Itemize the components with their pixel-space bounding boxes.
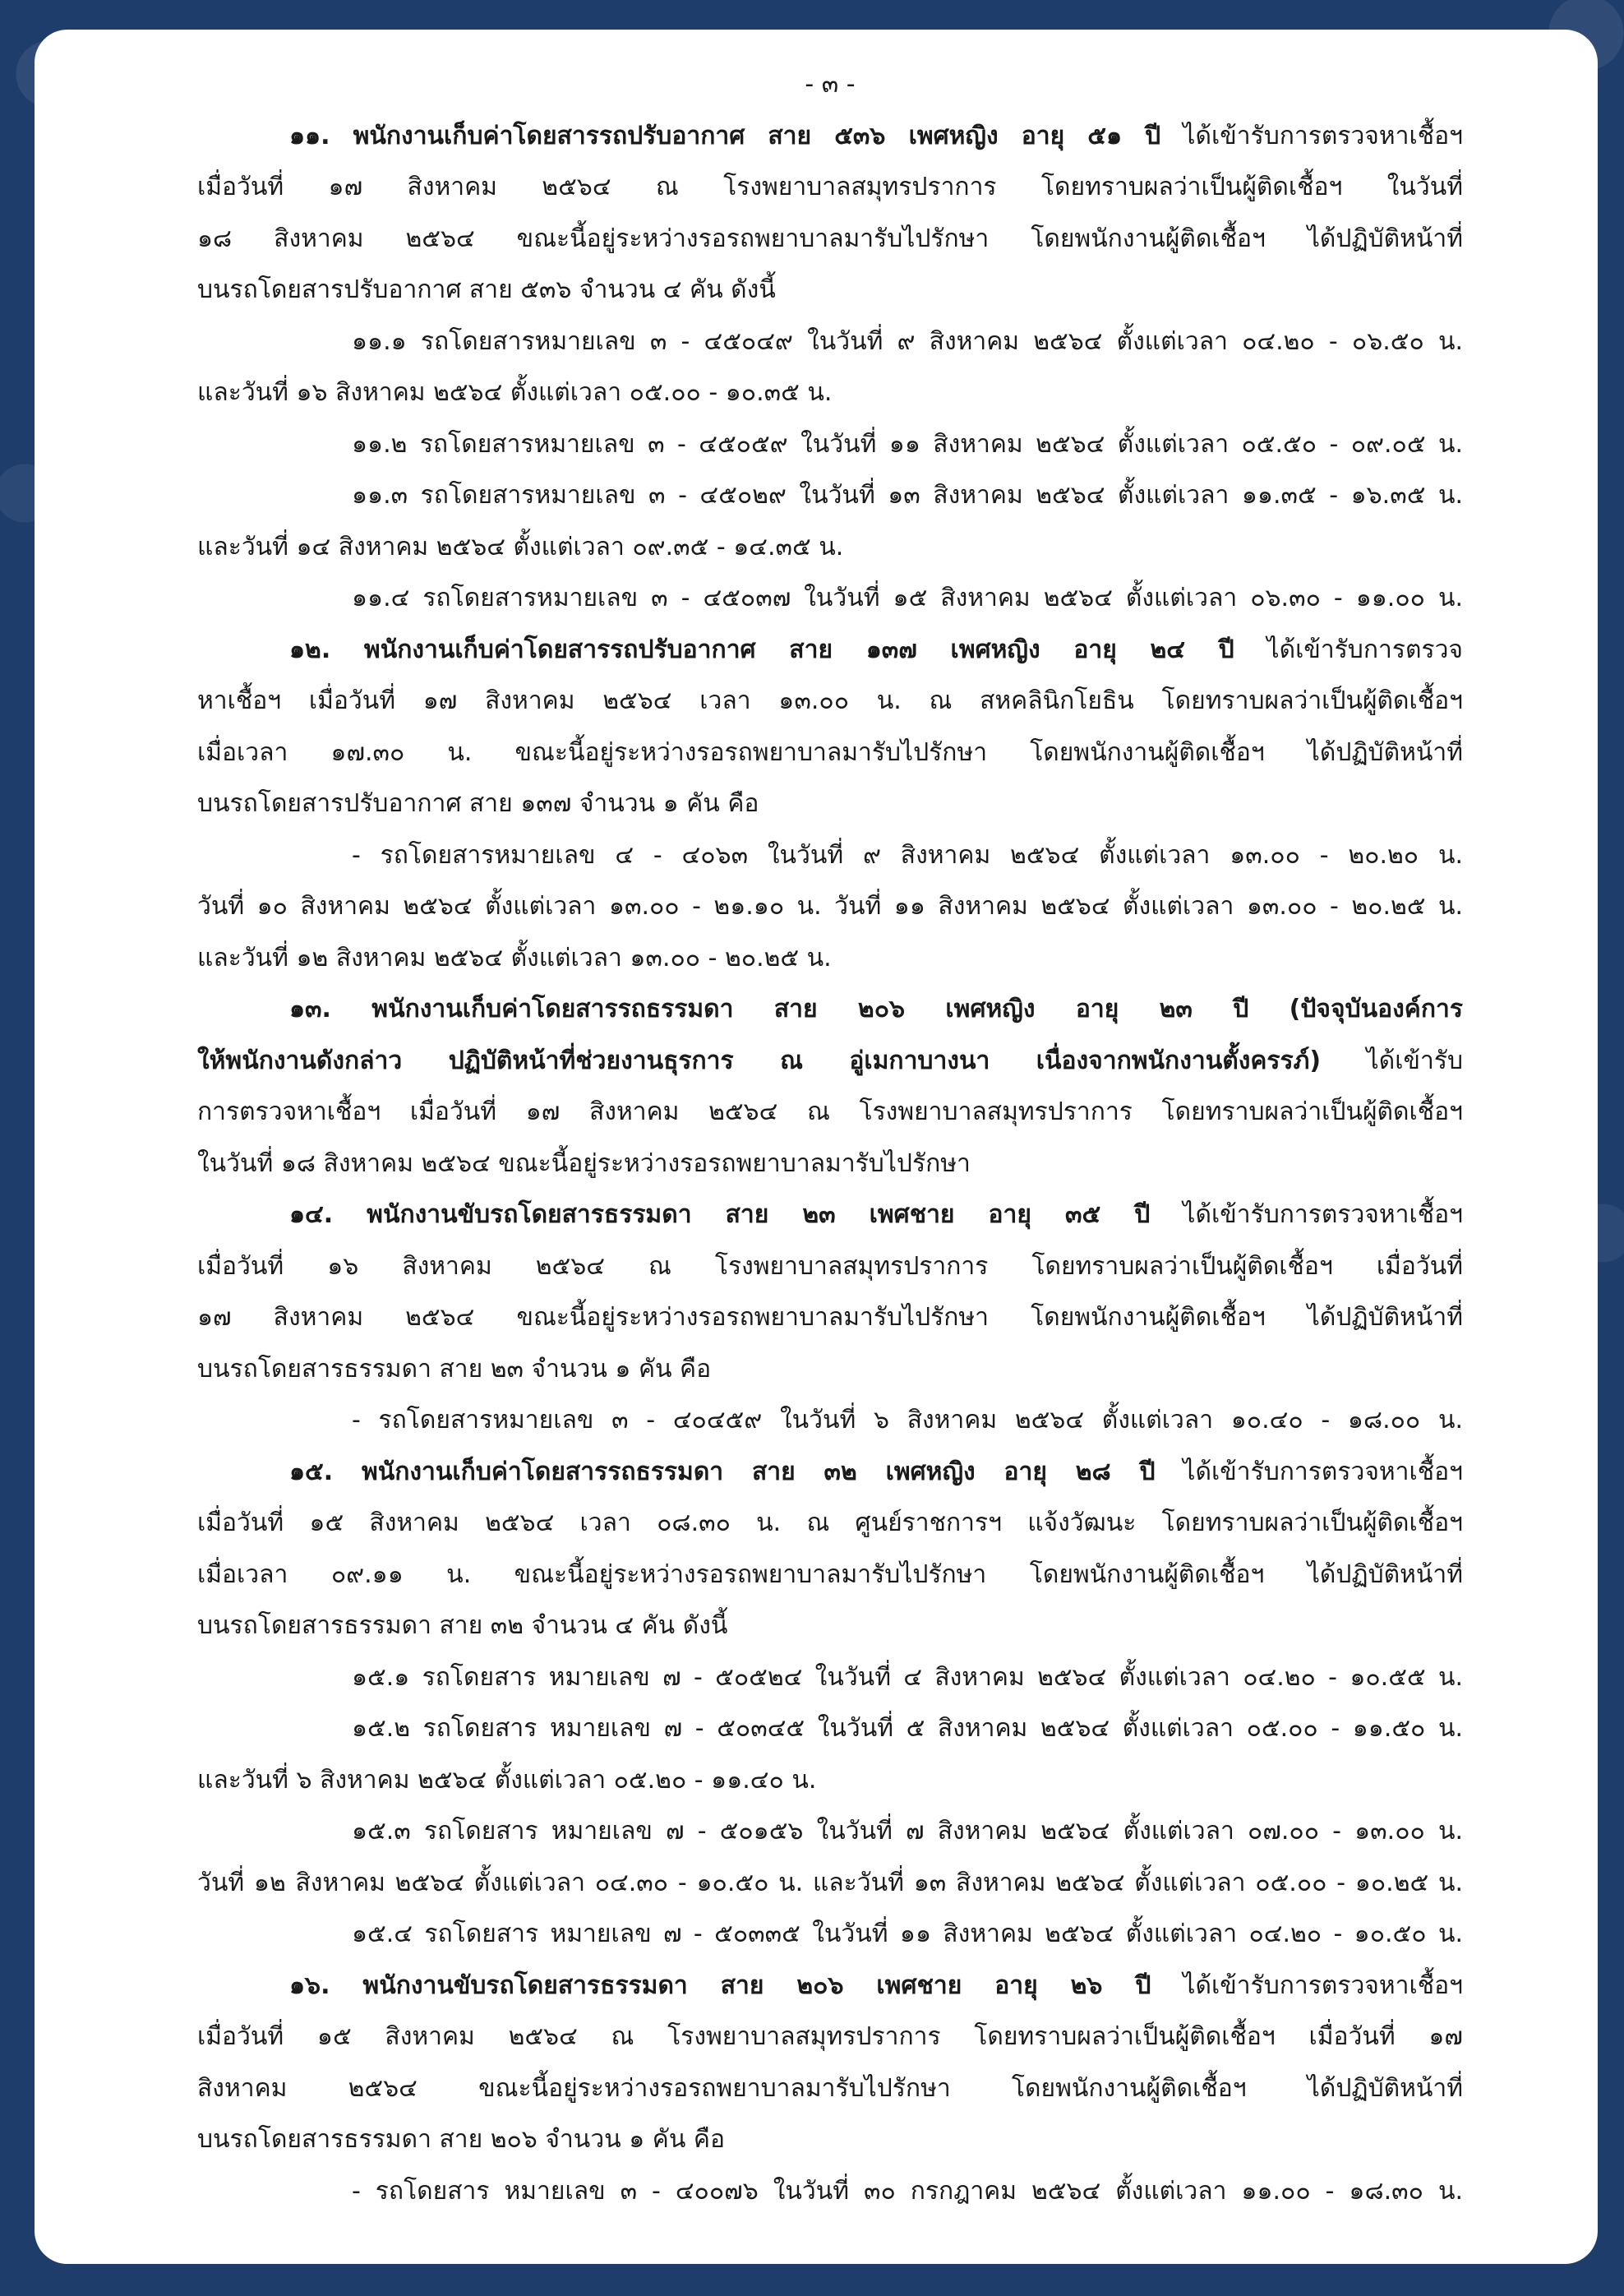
body-text: บนรถโดยสารธรรมดา สาย ๓๒ จำนวน ๔ คัน ดังนี้ bbox=[197, 1611, 728, 1640]
body-text: ๑๕.๔ รถโดยสาร หมายเลข ๗ - ๕๐๓๓๕ ในวันที่ ๑๑ สิงหาคม ๒๕๖๔ ตั้งแต่เวลา ๐๔.๒๐ - ๑๐.๕๐ น. bbox=[352, 1919, 1463, 1948]
text-line bbox=[197, 1755, 1463, 1807]
text-line bbox=[197, 676, 1463, 728]
body-text: เมื่อเวลา ๐๙.๑๑ น. ขณะนี้อยู่ระหว่างรอรถพยาบาลมารับไปรักษา โดยพนักงานผู้ติดเชื้อฯ ได้ปฏิบัติหน้าที่ bbox=[197, 1559, 1463, 1589]
text-line bbox=[197, 1703, 1463, 1755]
document-body bbox=[197, 59, 1463, 2217]
page-number: - ๓ - bbox=[805, 70, 856, 99]
body-text: บนรถโดยสารธรรมดา สาย ๒๐๖ จำนวน ๑ คัน คือ bbox=[197, 2125, 725, 2154]
text-line bbox=[197, 214, 1463, 266]
text-line bbox=[197, 1036, 1463, 1088]
text-line bbox=[197, 1550, 1463, 1601]
body-text: - รถโดยสาร หมายเลข ๓ - ๔๐๐๗๖ ในวันที่ ๓๐ กรกฎาคม ๒๕๖๔ ตั้งแต่เวลา ๑๑.๐๐ - ๑๘.๓๐ น. bbox=[352, 2176, 1463, 2206]
text-line bbox=[197, 1498, 1463, 1550]
body-text: ในวันที่ ๑๘ สิงหาคม ๒๕๖๔ ขณะนี้อยู่ระหว่างรอรถพยาบาลมารับไปรักษา bbox=[197, 1148, 971, 1178]
text-line bbox=[197, 728, 1463, 779]
text-line bbox=[197, 625, 1463, 677]
text-line bbox=[197, 1344, 1463, 1396]
text-line bbox=[197, 2063, 1463, 2115]
text-line bbox=[197, 470, 1463, 522]
text-line bbox=[197, 1601, 1463, 1652]
text-line bbox=[197, 1395, 1463, 1447]
body-text: บนรถโดยสารธรรมดา สาย ๒๓ จำนวน ๑ คัน คือ bbox=[197, 1354, 712, 1384]
body-text: และวันที่ ๑๔ สิงหาคม ๒๕๖๔ ตั้งแต่เวลา ๐๙.๓๕ - ๑๔.๓๕ น. bbox=[197, 532, 844, 561]
text-line bbox=[197, 162, 1463, 214]
body-text: บนรถโดยสารปรับอากาศ สาย ๕๓๖ จำนวน ๔ คัน ดังนี้ bbox=[197, 275, 776, 304]
body-text: ๑๕.๒ รถโดยสาร หมายเลข ๗ - ๕๐๓๔๕ ในวันที่ ๕ สิงหาคม ๒๕๖๔ ตั้งแต่เวลา ๐๕.๐๐ - ๑๑.๕๐ น. bbox=[352, 1714, 1463, 1743]
text-line bbox=[197, 778, 1463, 830]
text-line bbox=[197, 316, 1463, 368]
text-line bbox=[197, 573, 1463, 625]
text-line bbox=[197, 933, 1463, 985]
text-line bbox=[197, 1139, 1463, 1190]
body-text: เมื่อวันที่ ๑๖ สิงหาคม ๒๕๖๔ ณ โรงพยาบาลสมุทรปราการ โดยทราบผลว่าเป็นผู้ติดเชื้อฯ เมื่อวันที่ bbox=[197, 1251, 1463, 1281]
text-line bbox=[197, 830, 1463, 882]
text-line bbox=[197, 111, 1463, 163]
bold-heading-text: ๑๒. พนักงานเก็บค่าโดยสารรถปรับอากาศ สาย ๑๓๗ เพศหญิง อายุ ๒๔ ปี bbox=[289, 635, 1234, 664]
body-text: และวันที่ ๖ สิงหาคม ๒๕๖๔ ตั้งแต่เวลา ๐๕.๒๐ - ๑๑.๔๐ น. bbox=[197, 1765, 817, 1795]
text-line bbox=[197, 1909, 1463, 1961]
bold-heading-text: ๑๖. พนักงานขับรถโดยสารธรรมดา สาย ๒๐๖ เพศชาย อายุ ๒๖ ปี bbox=[289, 1970, 1151, 2000]
text-line bbox=[197, 2012, 1463, 2063]
body-text: ๑๑.๓ รถโดยสารหมายเลข ๓ - ๔๕๐๒๙ ในวันที่ ๑๓ สิงหาคม ๒๕๖๔ ตั้งแต่เวลา ๑๑.๓๕ - ๑๖.๓๕ น. bbox=[352, 481, 1463, 510]
text-lines bbox=[197, 111, 1463, 2218]
bold-heading-text: ๑๔. พนักงานขับรถโดยสารธรรมดา สาย ๒๓ เพศชาย อายุ ๓๕ ปี bbox=[289, 1200, 1151, 1229]
body-text: ได้เข้ารับการตรวจหาเชื้อฯ bbox=[1151, 1970, 1463, 2000]
body-text: และวันที่ ๑๖ สิงหาคม ๒๕๖๔ ตั้งแต่เวลา ๐๕.๐๐ - ๑๐.๓๕ น. bbox=[197, 378, 833, 407]
text-line bbox=[197, 1087, 1463, 1139]
text-line bbox=[197, 419, 1463, 471]
text-line bbox=[197, 1447, 1463, 1499]
document-page bbox=[35, 30, 1598, 2264]
bold-heading-text: ให้พนักงานดังกล่าว ปฏิบัติหน้าที่ช่วยงานธุรการ ณ อู่เมกาบางนา เนื่องจากพนักงานตั้งครรภ์) bbox=[197, 1046, 1322, 1075]
body-text: เมื่อวันที่ ๑๗ สิงหาคม ๒๕๖๔ ณ โรงพยาบาลสมุทรปราการ โดยทราบผลว่าเป็นผู้ติดเชื้อฯ ในวันที่ bbox=[197, 173, 1463, 201]
body-text: บนรถโดยสารปรับอากาศ สาย ๑๓๗ จำนวน ๑ คัน คือ bbox=[197, 789, 759, 818]
body-text: หาเชื้อฯ เมื่อวันที่ ๑๗ สิงหาคม ๒๕๖๔ เวลา ๑๓.๐๐ น. ณ สหคลินิกโยธิน โดยทราบผลว่าเป็นผู้ติดเชื้อฯ bbox=[197, 686, 1463, 715]
body-text: สิงหาคม ๒๕๖๔ ขณะนี้อยู่ระหว่างรอรถพยาบาลมารับไปรักษา โดยพนักงานผู้ติดเชื้อฯ ได้ปฏิบัติหน้าที่ bbox=[197, 2073, 1463, 2103]
body-text: ได้เข้ารับการตรวจหาเชื้อฯ bbox=[1155, 1457, 1463, 1486]
body-text: เมื่อวันที่ ๑๕ สิงหาคม ๒๕๖๔ ณ โรงพยาบาลสมุทรปราการ โดยทราบผลว่าเป็นผู้ติดเชื้อฯ เมื่อวันที่ ๑๗ bbox=[197, 2022, 1463, 2051]
body-text: ได้เข้ารับการตรวจหาเชื้อฯ bbox=[1150, 1200, 1463, 1229]
body-text: ๑๑.๒ รถโดยสารหมายเลข ๓ - ๔๕๐๕๙ ในวันที่ ๑๑ สิงหาคม ๒๕๖๔ ตั้งแต่เวลา ๐๕.๕๐ - ๐๙.๐๕ น. bbox=[352, 429, 1463, 459]
body-text: ๑๑.๔ รถโดยสารหมายเลข ๓ - ๔๕๐๓๗ ในวันที่ ๑๕ สิงหาคม ๒๕๖๔ ตั้งแต่เวลา ๐๖.๓๐ - ๑๑.๐๐ น. bbox=[352, 584, 1463, 612]
body-text: - รถโดยสารหมายเลข ๔ - ๔๐๖๓ ในวันที่ ๙ สิงหาคม ๒๕๖๔ ตั้งแต่เวลา ๑๓.๐๐ - ๒๐.๒๐ น. bbox=[352, 840, 1463, 870]
body-text: ได้เข้ารับการตรวจหาเชื้อฯ bbox=[1160, 121, 1463, 150]
text-line bbox=[197, 265, 1463, 316]
body-text: ๑๘ สิงหาคม ๒๕๖๔ ขณะนี้อยู่ระหว่างรอรถพยาบาลมารับไปรักษา โดยพนักงานผู้ติดเชื้อฯ ได้ปฏิบัติหน้าที่ bbox=[197, 224, 1463, 253]
body-text: เมื่อเวลา ๑๗.๓๐ น. ขณะนี้อยู่ระหว่างรอรถพยาบาลมารับไปรักษา โดยพนักงานผู้ติดเชื้อฯ ได้ปฏิบัติหน้าที่ bbox=[197, 737, 1463, 767]
text-line bbox=[197, 1858, 1463, 1910]
body-text: ๑๑.๑ รถโดยสารหมายเลข ๓ - ๔๕๐๔๙ ในวันที่ ๙ สิงหาคม ๒๕๖๔ ตั้งแต่เวลา ๐๔.๒๐ - ๐๖.๕๐ น. bbox=[352, 326, 1463, 356]
body-text: ได้เข้ารับการตรวจ bbox=[1234, 635, 1463, 664]
text-line bbox=[197, 881, 1463, 933]
body-text: ๑๗ สิงหาคม ๒๕๖๔ ขณะนี้อยู่ระหว่างรอรถพยาบาลมารับไปรักษา โดยพนักงานผู้ติดเชื้อฯ ได้ปฏิบัติหน้าที่ bbox=[197, 1303, 1463, 1332]
text-line bbox=[197, 1241, 1463, 1293]
body-text: การตรวจหาเชื้อฯ เมื่อวันที่ ๑๗ สิงหาคม ๒๕๖๔ ณ โรงพยาบาลสมุทรปราการ โดยทราบผลว่าเป็นผู้ติดเชื้อฯ bbox=[197, 1097, 1463, 1126]
text-line bbox=[197, 984, 1463, 1036]
body-text: ๑๕.๑ รถโดยสาร หมายเลข ๗ - ๕๐๕๒๔ ในวันที่ ๔ สิงหาคม ๒๕๖๔ ตั้งแต่เวลา ๐๔.๒๐ - ๑๐.๕๕ น. bbox=[352, 1662, 1463, 1692]
body-text: และวันที่ ๑๒ สิงหาคม ๒๕๖๔ ตั้งแต่เวลา ๑๓.๐๐ - ๒๐.๒๕ น. bbox=[197, 943, 832, 972]
body-text: วันที่ ๑๒ สิงหาคม ๒๕๖๔ ตั้งแต่เวลา ๐๔.๓๐ - ๑๐.๕๐ น. และวันที่ ๑๓ สิงหาคม ๒๕๖๔ ตั้งแต่เวลา ๐๕.๐๐ - ๑๐.๒๕ น. bbox=[197, 1868, 1463, 1897]
text-line bbox=[197, 1190, 1463, 1241]
body-text: เมื่อวันที่ ๑๕ สิงหาคม ๒๕๖๔ เวลา ๐๘.๓๐ น. ณ ศูนย์ราชการฯ แจ้งวัฒนะ โดยทราบผลว่าเป็นผู้ติดเชื้อฯ bbox=[197, 1508, 1463, 1537]
body-text: - รถโดยสารหมายเลข ๓ - ๔๐๔๕๙ ในวันที่ ๖ สิงหาคม ๒๕๖๔ ตั้งแต่เวลา ๑๐.๔๐ - ๑๘.๐๐ น. bbox=[352, 1406, 1463, 1434]
text-line bbox=[197, 2166, 1463, 2218]
text-line bbox=[197, 1652, 1463, 1704]
text-line bbox=[197, 1806, 1463, 1858]
text-line bbox=[197, 522, 1463, 574]
body-text: ๑๕.๓ รถโดยสาร หมายเลข ๗ - ๕๐๑๕๖ ในวันที่ ๗ สิงหาคม ๒๕๖๔ ตั้งแต่เวลา ๐๗.๐๐ - ๑๓.๐๐ น. bbox=[352, 1817, 1463, 1846]
body-text: วันที่ ๑๐ สิงหาคม ๒๕๖๔ ตั้งแต่เวลา ๑๓.๐๐ - ๒๑.๑๐ น. วันที่ ๑๑ สิงหาคม ๒๕๖๔ ตั้งแต่เวลา ๑๓.๐๐ - ๒๐.๒๕ น. bbox=[197, 892, 1463, 921]
body-text: ได้เข้ารับ bbox=[1321, 1046, 1463, 1075]
bold-heading-text: ๑๕. พนักงานเก็บค่าโดยสารรถธรรมดา สาย ๓๒ เพศหญิง อายุ ๒๘ ปี bbox=[289, 1457, 1156, 1486]
text-line bbox=[197, 367, 1463, 419]
bold-heading-text: ๑๑. พนักงานเก็บค่าโดยสารรถปรับอากาศ สาย ๕๓๖ เพศหญิง อายุ ๕๑ ปี bbox=[289, 121, 1161, 150]
text-line bbox=[197, 1961, 1463, 2012]
bold-heading-text: ๑๓. พนักงานเก็บค่าโดยสารรถธรรมดา สาย ๒๐๖ เพศหญิง อายุ ๒๓ ปี (ปัจจุบันองค์การ bbox=[289, 995, 1463, 1023]
text-line bbox=[197, 2114, 1463, 2166]
text-line bbox=[197, 1292, 1463, 1344]
